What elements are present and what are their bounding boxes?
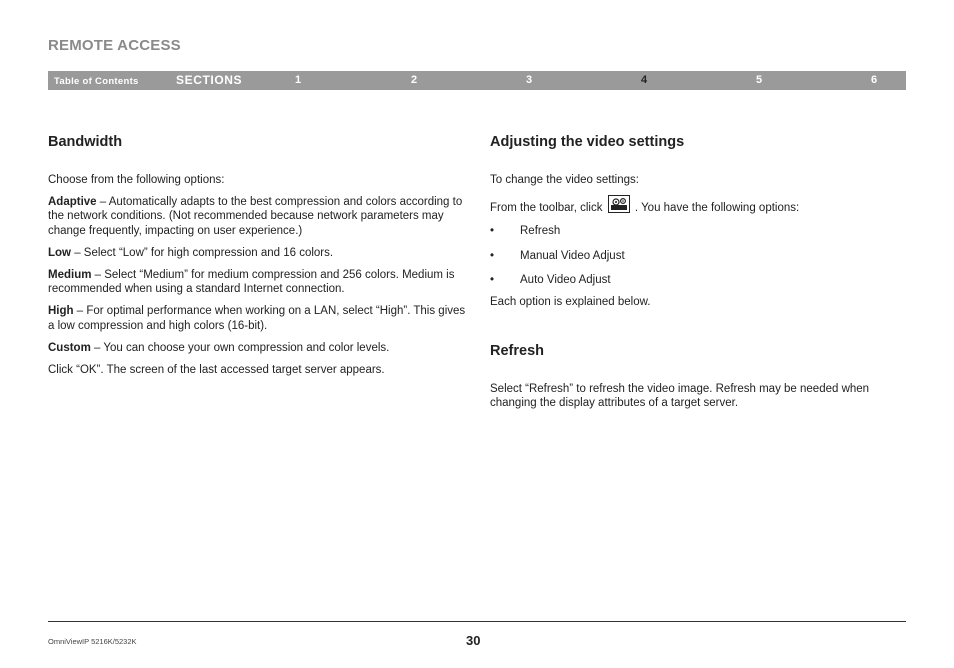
toolbar-instruction [490, 195, 900, 215]
adaptive-option-text [48, 195, 468, 238]
low-description: – Select “Low” for high compression and 16 colors. [71, 246, 334, 259]
footer-model-name: OmniViewIP 5216K/5232K [48, 637, 137, 646]
medium-term: Medium [48, 269, 92, 282]
toolbar-instruction-after: . You have the following options: [631, 202, 800, 215]
video-settings-icon [608, 195, 630, 213]
high-description: – For optimal performance when working on a LAN, select “High”. This gives a low compression and high colors (16-bit). [48, 305, 466, 332]
option-list-item [490, 224, 900, 238]
option-list-item [490, 249, 900, 263]
options-explained-text: Each option is explained below. [490, 296, 651, 309]
bandwidth-heading: Bandwidth [48, 134, 123, 150]
bullet-glyph: • [490, 225, 495, 238]
video-settings-column [490, 133, 900, 411]
section-title: REMOTE ACCESS [48, 37, 181, 54]
refresh-heading: Refresh [490, 343, 544, 360]
nav-section-6-link[interactable]: 6 [870, 74, 878, 86]
nav-section-3-link[interactable]: 3 [525, 74, 533, 86]
low-option-text [48, 246, 468, 260]
adaptive-description: – Automatically adapts to the best compression and colors according to the network conditions. (Not recommended because network parameters may change frequently, impacting on user experience.) [48, 196, 463, 237]
nav-section-4-link[interactable]: 4 [640, 74, 648, 86]
bandwidth-column [48, 133, 468, 377]
nav-section-1-link[interactable]: 1 [294, 74, 302, 86]
section-nav-bar [48, 71, 906, 90]
video-settings-heading: Adjusting the video settings [490, 134, 685, 150]
nav-section-5-link[interactable]: 5 [755, 74, 763, 86]
refresh-description: Select “Refresh” to refresh the video image. Refresh may be needed when changing the display attributes of a target server. [490, 383, 870, 410]
page-number: 30 [466, 633, 481, 648]
nav-table-of-contents-link[interactable]: Table of Contents [54, 76, 139, 87]
custom-option-text [48, 341, 468, 355]
custom-term: Custom [48, 341, 91, 354]
high-term: High [48, 305, 74, 318]
medium-option-text [48, 268, 468, 296]
bullet-glyph: • [490, 273, 495, 286]
video-settings-intro: To change the video settings: [490, 174, 639, 186]
option-auto-video-adjust: Auto Video Adjust [520, 273, 611, 286]
adaptive-term: Adaptive [48, 196, 97, 209]
option-list-item [490, 273, 900, 287]
toolbar-instruction-before: From the toolbar, click [490, 202, 606, 215]
custom-description: – You can choose your own compression and color levels. [90, 341, 390, 354]
medium-description: – Select “Medium” for medium compression and 256 colors. Medium is recommended when using a standard Internet connection. [48, 269, 455, 296]
bandwidth-intro: Choose from the following options: [48, 174, 225, 186]
nav-section-2-link[interactable]: 2 [410, 74, 418, 86]
footer-divider [48, 621, 906, 622]
bullet-glyph: • [490, 249, 495, 262]
ok-instruction: Click “OK”. The screen of the last accessed target server appears. [48, 364, 385, 377]
option-refresh: Refresh [520, 225, 561, 238]
nav-sections-label: SECTIONS [176, 73, 243, 87]
high-option-text [48, 304, 468, 332]
option-manual-video-adjust: Manual Video Adjust [520, 249, 625, 262]
low-term: Low [48, 246, 71, 259]
